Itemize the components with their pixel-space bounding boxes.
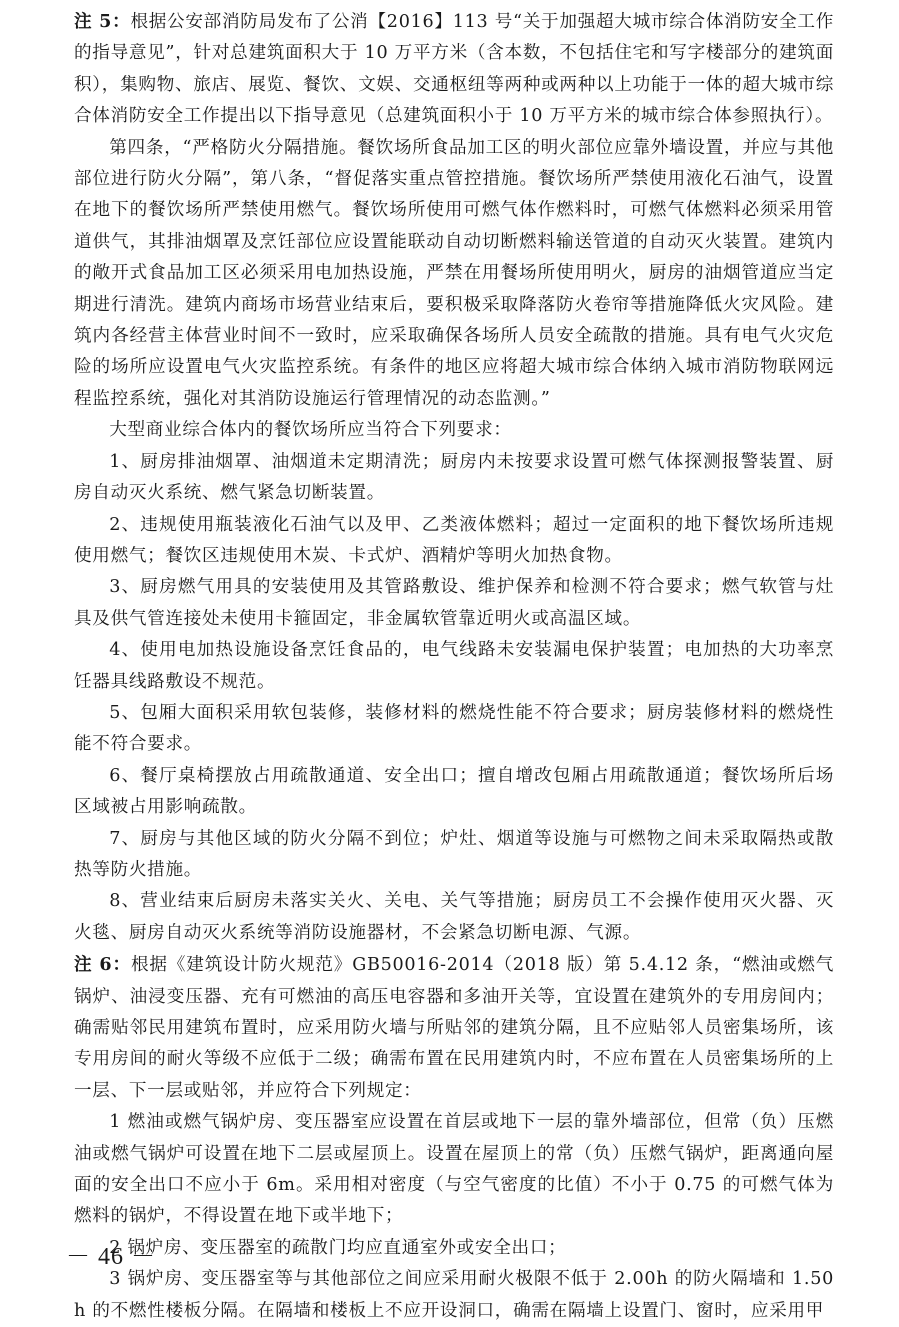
note-6-paragraph [74,949,834,1107]
list-item: 3、厨房燃气用具的安装使用及其管路敷设、维护保养和检测不符合要求；燃气软管与灶具及供气管连接处未使用卡箍固定，非金属软管靠近明火或高温区域。 [74,577,834,629]
note-6-label: 注 6： [74,954,131,976]
list-item: 3 锅炉房、变压器室等与其他部位之间应采用耐火极限不低于 2.00h 的防火隔墙和 1.50h 的不燃性楼板分隔。在隔墙和楼板上不应开设洞口，确需在隔墙上设置门、窗时，应采用甲 [74,1269,834,1321]
list-item: 8、营业结束后厨房未落实关火、关电、关气等措施；厨房员工不会操作使用灭火器、灭火毯、厨房自动灭火系统等消防设施器材，不会紧急切断电源、气源。 [74,891,834,943]
note-5-label: 注 5： [74,11,131,32]
list-item: 2 锅炉房、变压器室的疏散门均应直通室外或安全出口； [109,1237,567,1258]
note-5-text: 根据公安部消防局发布了公消【2016】113 号“关于加强超大城市综合体消防安全工作的指导意见”，针对总建筑面积大于 10 万平方米（含本数，不包括住宅和写字楼部分的建筑面积），集购物、旅店、展览、餐饮、文娱、交通枢纽等两种或两种以上功能于一体的超大城市综合体消防安全工作提出以下指导意见（总建筑面积小于 10 万平方米的城市综合体参照执行）。 [74,12,834,127]
list-item: 6、餐厅桌椅摆放占用疏散通道、安全出口；擅自增改包厢占用疏散通道；餐饮场所后场区域被占用影响疏散。 [74,765,834,818]
list-item: 1、厨房排油烟罩、油烟道未定期清洗；厨房内未按要求设置可燃气体探测报警装置、厨房自动灭火系统、燃气紧急切断装置。 [74,451,834,504]
note-6-text: 根据《建筑设计防火规范》GB50016-2014（2018 版）第 5.4.12 条，“燃油或燃气锅炉、油浸变压器、充有可燃油的高压电容器和多油开关等，宜设置在建筑外的专用房间内；确需贴邻民用建筑布置时，应采用防火墙与所贴邻的建筑分隔，且不应贴邻人员密集场所，该专用房间的耐火等级不应低于二级；确需布置在民用建筑内时，不应布置在人员密集场所的上一层、下一层或贴邻，并应符合下列规定： [74,955,834,1101]
note-5-paragraph [74,6,834,133]
list-item: 2、违规使用瓶装液化石油气以及甲、乙类液体燃料；超过一定面积的地下餐饮场所违规使用燃气；餐饮区违规使用木炭、卡式炉、酒精炉等明火加热食物。 [74,514,834,566]
list-item: 1 燃油或燃气锅炉房、变压器室应设置在首层或地下一层的靠外墙部位，但常（负）压燃油或燃气锅炉可设置在地下二层或屋顶上。设置在屋顶上的常（负）压燃气锅炉，距离通向屋面的安全出口不应小于 6m。采用相对密度（与空气密度的比值）不小于 0.75 的可燃气体为燃料的锅炉，不得设置在地下或半地下； [74,1112,834,1227]
list-item: 7、厨房与其他区域的防火分隔不到位；炉灶、烟道等设施与可燃物之间未采取隔热或散热等防火措施。 [74,828,834,880]
document-page [74,6,834,1327]
note-5-intro: 大型商业综合体内的餐饮场所应当符合下列要求： [109,420,512,441]
page-number: － 46 － [66,1244,156,1270]
note-5-quote: 第四条，“严格防火分隔措施。餐饮场所食品加工区的明火部位应靠外墙设置，并应与其他部位进行防火分隔”，第八条，“督促落实重点管控措施。餐饮场所严禁使用液化石油气，设置在地下的餐饮场所严禁使用燃气。餐饮场所使用可燃气体作燃料时，可燃气体燃料必须采用管道供气，其排油烟罩及烹饪部位应设置能联动自动切断燃料输送管道的自动灭火装置。建筑内的敞开式食品加工区必须采用电加热设施，严禁在用餐场所使用明火，厨房的油烟管道应当定期进行清洗。建筑内商场市场营业结束后，要积极采取降落防火卷帘等措施降低火灾风险。建筑内各经营主体营业时间不一致时，应采取确保各场所人员安全疏散的措施。具有电气火灾危险的场所应设置电气火灾监控系统。有条件的地区应将超大城市综合体纳入城市消防物联网远程监控系统，强化对其消防设施运行管理情况的动态监测。” [74,137,834,409]
list-item: 5、包厢大面积采用软包装修，装修材料的燃烧性能不符合要求；厨房装修材料的燃烧性能不符合要求。 [74,702,834,755]
list-item: 4、使用电加热设施设备烹饪食品的，电气线路未安装漏电保护装置；电加热的大功率烹饪器具线路敷设不规范。 [74,640,834,692]
